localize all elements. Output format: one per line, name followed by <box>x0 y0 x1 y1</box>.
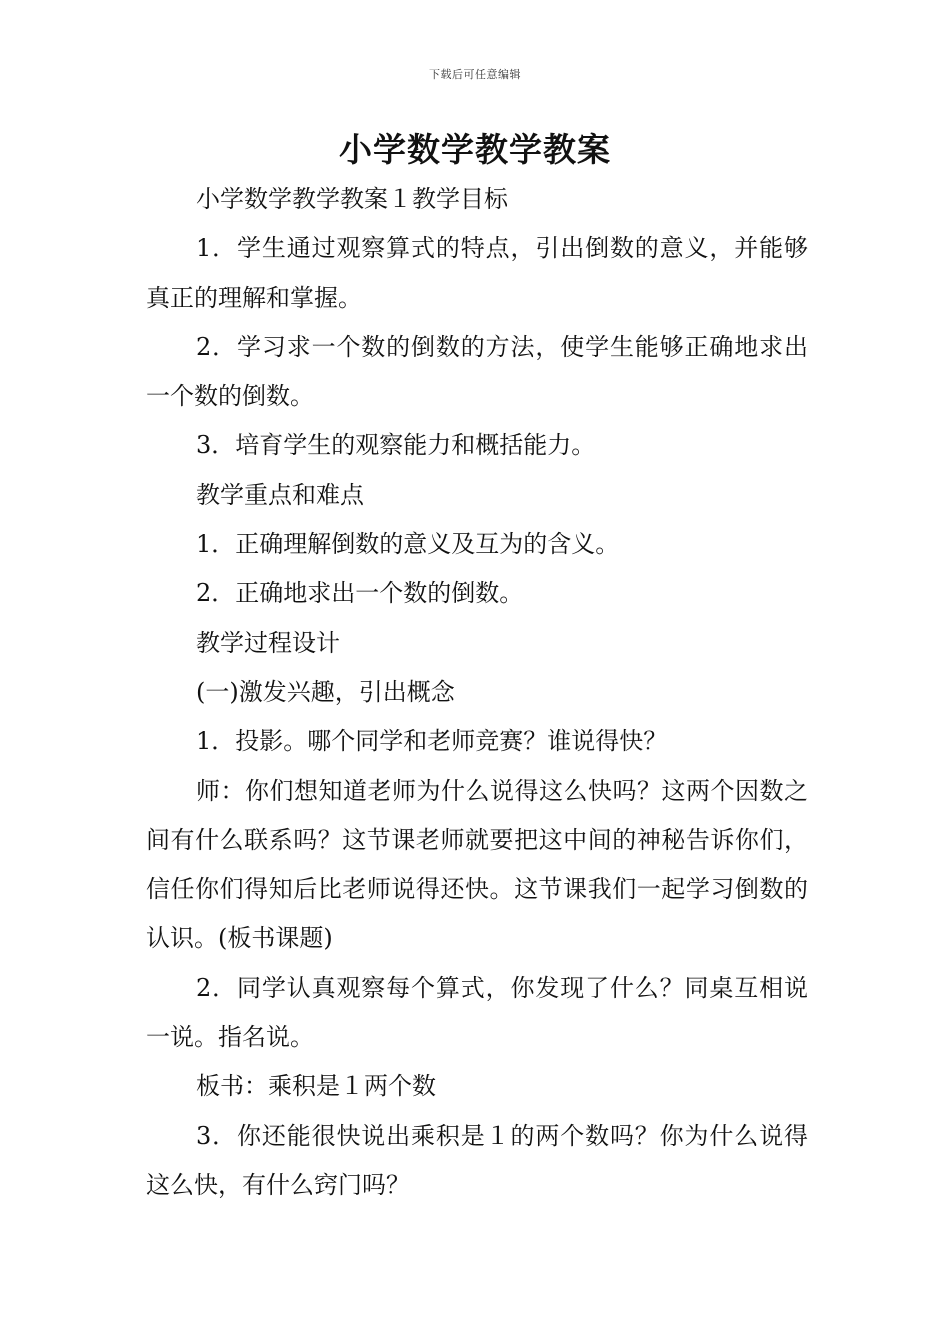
paragraph-step-2: 2．同学认真观察每个算式，你发现了什么？同桌互相说一说。指名说。 <box>146 973 808 1052</box>
paragraph-teacher-speech: 师：你们想知道老师为什么说得这么快吗？这两个因数之间有什么联系吗？这节课老师就要把这中间的神秘告诉你们，信任你们得知后比老师说得还快。这节课我们一起学习倒数的认识。(板书课题) <box>146 776 808 953</box>
document-body <box>146 175 808 1210</box>
paragraph-step-1: 1．投影。哪个同学和老师竞赛？谁说得快？ <box>196 727 668 756</box>
paragraph-key-point-2: 2．正确地求出一个数的倒数。 <box>196 579 524 608</box>
paragraph-process-heading: 教学过程设计 <box>196 628 340 657</box>
document-title: 小学数学教学教案 <box>339 130 611 169</box>
paragraph-key-points-heading: 教学重点和难点 <box>196 480 364 509</box>
paragraph-process-step-heading: (一)激发兴趣，引出概念 <box>196 677 455 706</box>
paragraph-objective-2: 2．学习求一个数的倒数的方法，使学生能够正确地求出一个数的倒数。 <box>146 332 808 411</box>
paragraph-board-note: 板书：乘积是１两个数 <box>196 1072 436 1101</box>
paragraph-section-heading: 小学数学教学教案１教学目标 <box>196 185 508 213</box>
paragraph-objective-1: 1．学生通过观察算式的特点，引出倒数的意义，并能够真正的理解和掌握。 <box>146 234 808 312</box>
paragraph-key-point-1: 1．正确理解倒数的意义及互为的含义。 <box>196 530 620 559</box>
header-note: 下载后可任意编辑 <box>429 68 521 81</box>
paragraph-objective-3: 3．培育学生的观察能力和概括能力。 <box>196 431 596 460</box>
paragraph-step-3: 3．你还能很快说出乘积是１的两个数吗？你为什么说得这么快，有什么窍门吗？ <box>146 1121 808 1199</box>
